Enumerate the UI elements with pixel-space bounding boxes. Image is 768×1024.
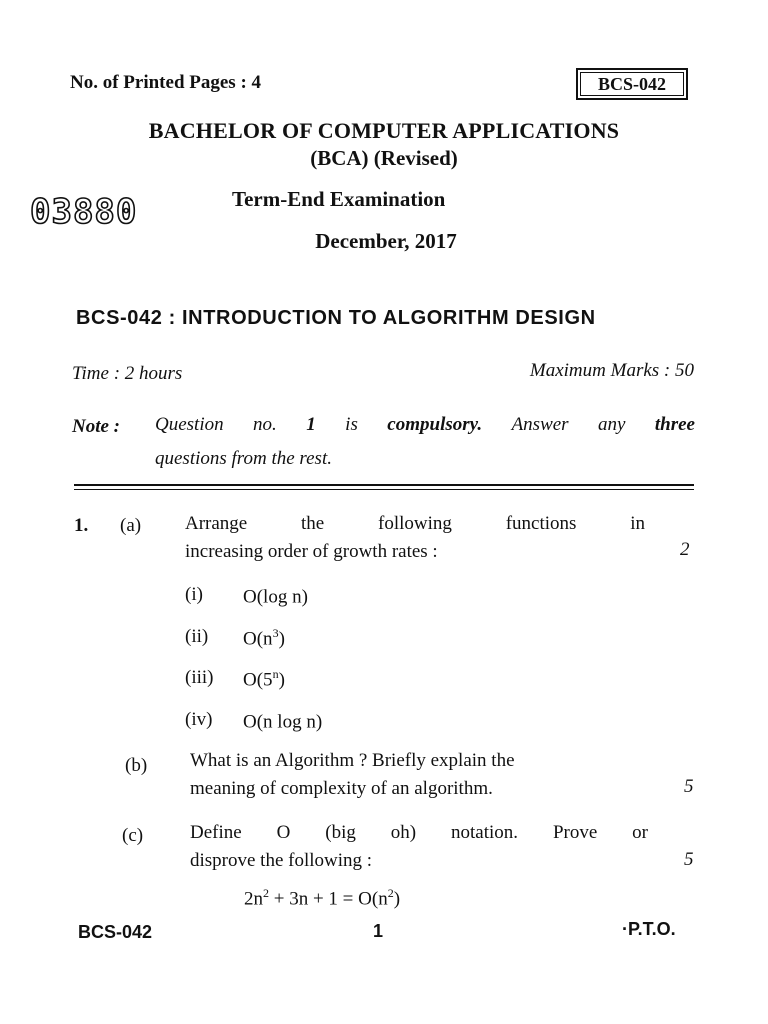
option-label: (i) [185,584,203,605]
footer-page-number: 1 [373,921,384,941]
paper-code-box [576,68,688,100]
note-word: any [598,414,626,435]
note-word: no. [253,414,277,435]
question-word: notation. [451,822,519,843]
option-label: (iv) [185,709,213,730]
serial-number-stamp: 03880 [30,192,138,232]
option-label: (iii) [185,667,214,688]
subquestion-c-marks: 5 [684,849,694,870]
question-word: Arrange [185,513,248,534]
subquestion-c-line-2: disprove the following : [190,850,373,871]
question-word: or [632,822,648,843]
option-value: O(5$^n$) [243,667,285,691]
note-line-1 [155,414,695,436]
note-word: three [654,414,695,435]
question-word: the [301,513,325,534]
option-value: O(n log n) [243,711,323,733]
subquestion-b-line-2: meaning of complexity of an algorithm. [190,778,493,799]
option-value: O(log n) [243,586,308,608]
note-word: Answer [511,414,569,435]
subquestion-a-line-1 [185,513,645,535]
subquestion-b-marks: 5 [684,776,694,797]
subquestion-a-marks: 2 [680,539,690,560]
question-word: functions [505,513,577,534]
subquestion-a-line-2: increasing order of growth rates : [185,541,438,562]
option-label: (ii) [185,626,209,647]
paper-code: BCS-042 [580,72,684,96]
question-word: in [630,513,645,534]
section-divider-thin [74,489,694,490]
footer-pto: ·P.T.O. [622,919,676,939]
note-word: Question [155,414,224,435]
option-value: $O(n^3)$ [243,626,285,650]
course-title: BCS-042 : INTRODUCTION TO ALGORITHM DESIGN [76,307,596,329]
printed-pages-count: No. of Printed Pages : 4 [70,72,262,93]
exam-duration: Time : 2 hours [72,363,183,384]
section-divider-thick [74,484,694,486]
exam-date: December, 2017 [315,229,457,253]
footer-paper-code: BCS-042 [78,922,153,942]
note-line-2: questions from the rest. [155,448,332,469]
equation: $2n^2 + 3n + 1 = O(n^2)$ [244,886,401,910]
note-word: compulsory. [387,414,483,435]
question-word: O [276,822,291,843]
question-word: (big [325,822,356,843]
maximum-marks: Maximum Marks : 50 [529,360,694,381]
subquestion-b-line-1: What is an Algorithm ? Briefly explain the [190,750,515,771]
note-label: Note : [72,416,121,437]
question-word: following [378,513,452,534]
note-word: is [345,414,358,435]
question-number: 1. [74,515,89,536]
question-word: oh) [390,822,417,843]
degree-subtitle: (BCA) (Revised) [310,146,458,170]
subquestion-c-line-1 [190,822,648,844]
note-word: 1 [306,414,316,435]
question-word: Prove [552,822,598,843]
subquestion-label-b: (b) [125,755,148,776]
subquestion-label-a: (a) [120,515,142,536]
question-word: Define [190,822,242,843]
subquestion-label-c: (c) [122,825,144,846]
degree-title: BACHELOR OF COMPUTER APPLICATIONS [148,118,620,143]
exam-type: Term-End Examination [232,187,446,211]
